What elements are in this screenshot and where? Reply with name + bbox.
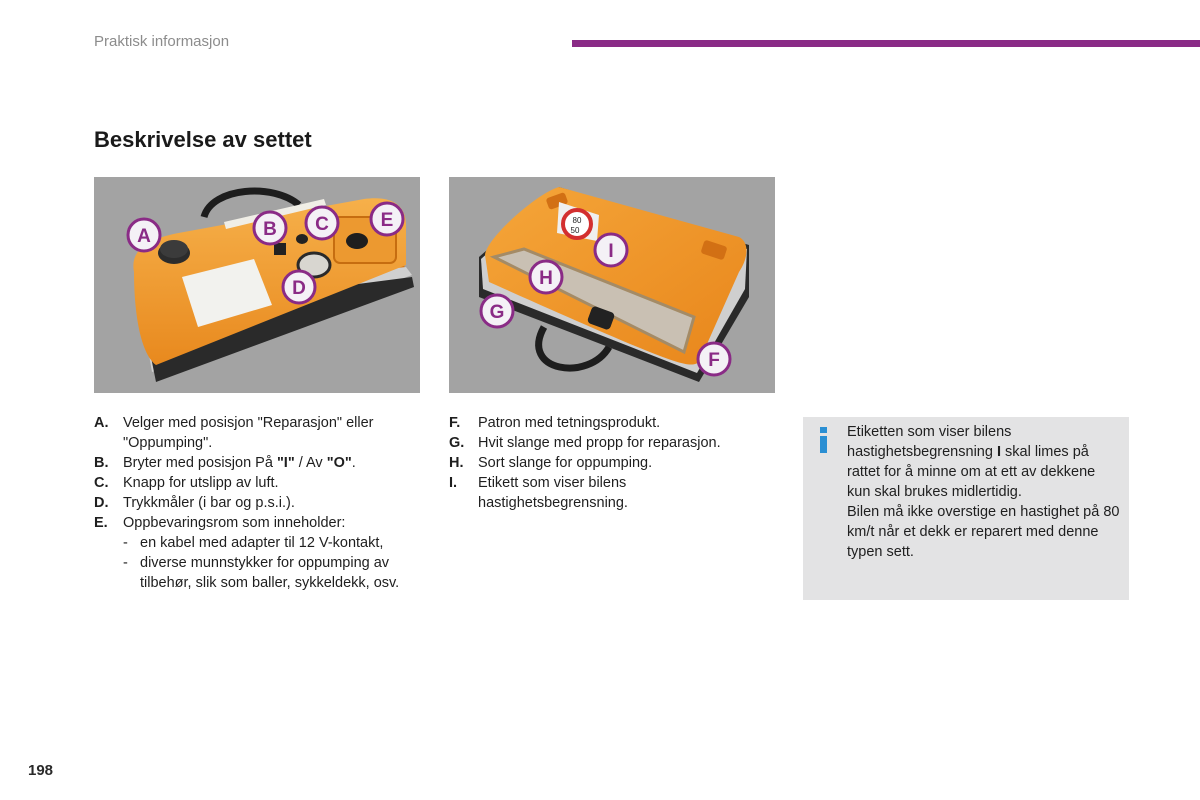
info-paragraph [847,422,1122,502]
legend-item-a [94,413,424,453]
legend-text: Oppbevaringsrom som inneholder: [123,515,346,531]
svg-text:E: E [380,210,394,231]
legend-left [94,413,424,593]
legend-letter: B. [94,455,109,471]
callout-e [371,203,403,235]
callout-h [530,261,562,293]
figure-compressor-top [94,177,420,393]
switch-off-label: "O" [326,455,352,471]
legend-letter: F. [449,415,461,431]
legend-letter: G. [449,435,465,451]
info-text-part: skal limes på rattet for å minne om at ett av dekkene kun skal brukes midlertidig. [847,444,1096,500]
storage-contents-list [94,533,424,593]
legend-text: Etikett som viser bilens hastighetsbegrensning. [478,475,628,511]
legend-right [449,413,769,513]
legend-text [123,453,424,473]
callout-c [306,207,338,239]
callout-f [698,343,730,375]
svg-text:50: 50 [570,226,580,235]
legend-item-b [94,453,424,473]
section-header: Praktisk informasjon [94,33,230,50]
header-rule [572,40,1200,47]
air-release-button [296,234,308,244]
svg-text:80: 80 [572,216,582,225]
callout-g [481,295,513,327]
legend-text: Sort slange for oppumping. [478,455,653,471]
switch-on-label: "I" [276,455,295,471]
figure-compressor-bottom [449,177,775,393]
info-text-part: Etiketten som viser bilens hastighetsbegrensning [847,424,1012,460]
dash-bullet: - [123,535,128,551]
svg-text:H: H [539,268,553,289]
list-item [94,533,424,553]
legend-letter: D. [94,495,109,511]
legend-letter: I. [449,475,458,491]
label-reference: I [996,444,1001,460]
callout-b [254,212,286,244]
legend-item-e [94,513,424,533]
legend-item-h [449,453,769,473]
svg-text:I: I [608,241,614,262]
svg-text:C: C [315,214,329,235]
svg-text:B: B [263,219,277,240]
legend-text-part: Bryter med posisjon På [123,455,277,471]
legend-item-f [449,413,769,433]
compressor-underside-illustration [449,177,775,393]
info-box [803,417,1129,600]
compressor-illustration [94,177,420,393]
svg-text:A: A [137,226,151,247]
info-text [847,422,1122,562]
callout-d [283,271,315,303]
info-icon [817,425,829,449]
svg-text:G: G [489,302,505,323]
legend-item-d [94,493,424,513]
page-number: 198 [28,762,54,779]
svg-text:F: F [708,350,720,371]
legend-text: Patron med tetningsprodukt. [478,415,661,431]
info-paragraph: Bilen må ikke overstige en hastighet på 80 km/t når et dekk er reparert med denne typen sett. [847,504,1120,560]
legend-item-i [449,473,769,513]
callout-i [595,234,627,266]
legend-text-part: . [351,455,356,471]
list-item [94,553,424,593]
legend-letter: A. [94,415,109,431]
legend-letter: H. [449,455,464,471]
legend-item-c [94,473,424,493]
dash-bullet: - [123,555,128,571]
page-title: Beskrivelse av settet [94,127,312,152]
legend-letter: E. [94,515,108,531]
callout-a [128,219,160,251]
list-item-text: en kabel med adapter til 12 V-kontakt, [140,535,384,551]
legend-letter: C. [94,475,109,491]
legend-text: Knapp for utslipp av luft. [123,475,279,491]
svg-text:D: D [292,278,306,299]
legend-text: Hvit slange med propp for reparasjon. [478,435,721,451]
legend-text: Velger med posisjon "Reparasjon" eller "Oppumping". [123,415,374,451]
legend-item-g [449,433,769,453]
list-item-text: diverse munnstykker for oppumping av tilbehør, slik som baller, sykkeldekk, osv. [140,555,400,591]
legend-text: Trykkmåler (i bar og p.s.i.). [123,495,295,511]
legend-text-part: / Av [294,455,327,471]
power-switch [274,243,286,255]
